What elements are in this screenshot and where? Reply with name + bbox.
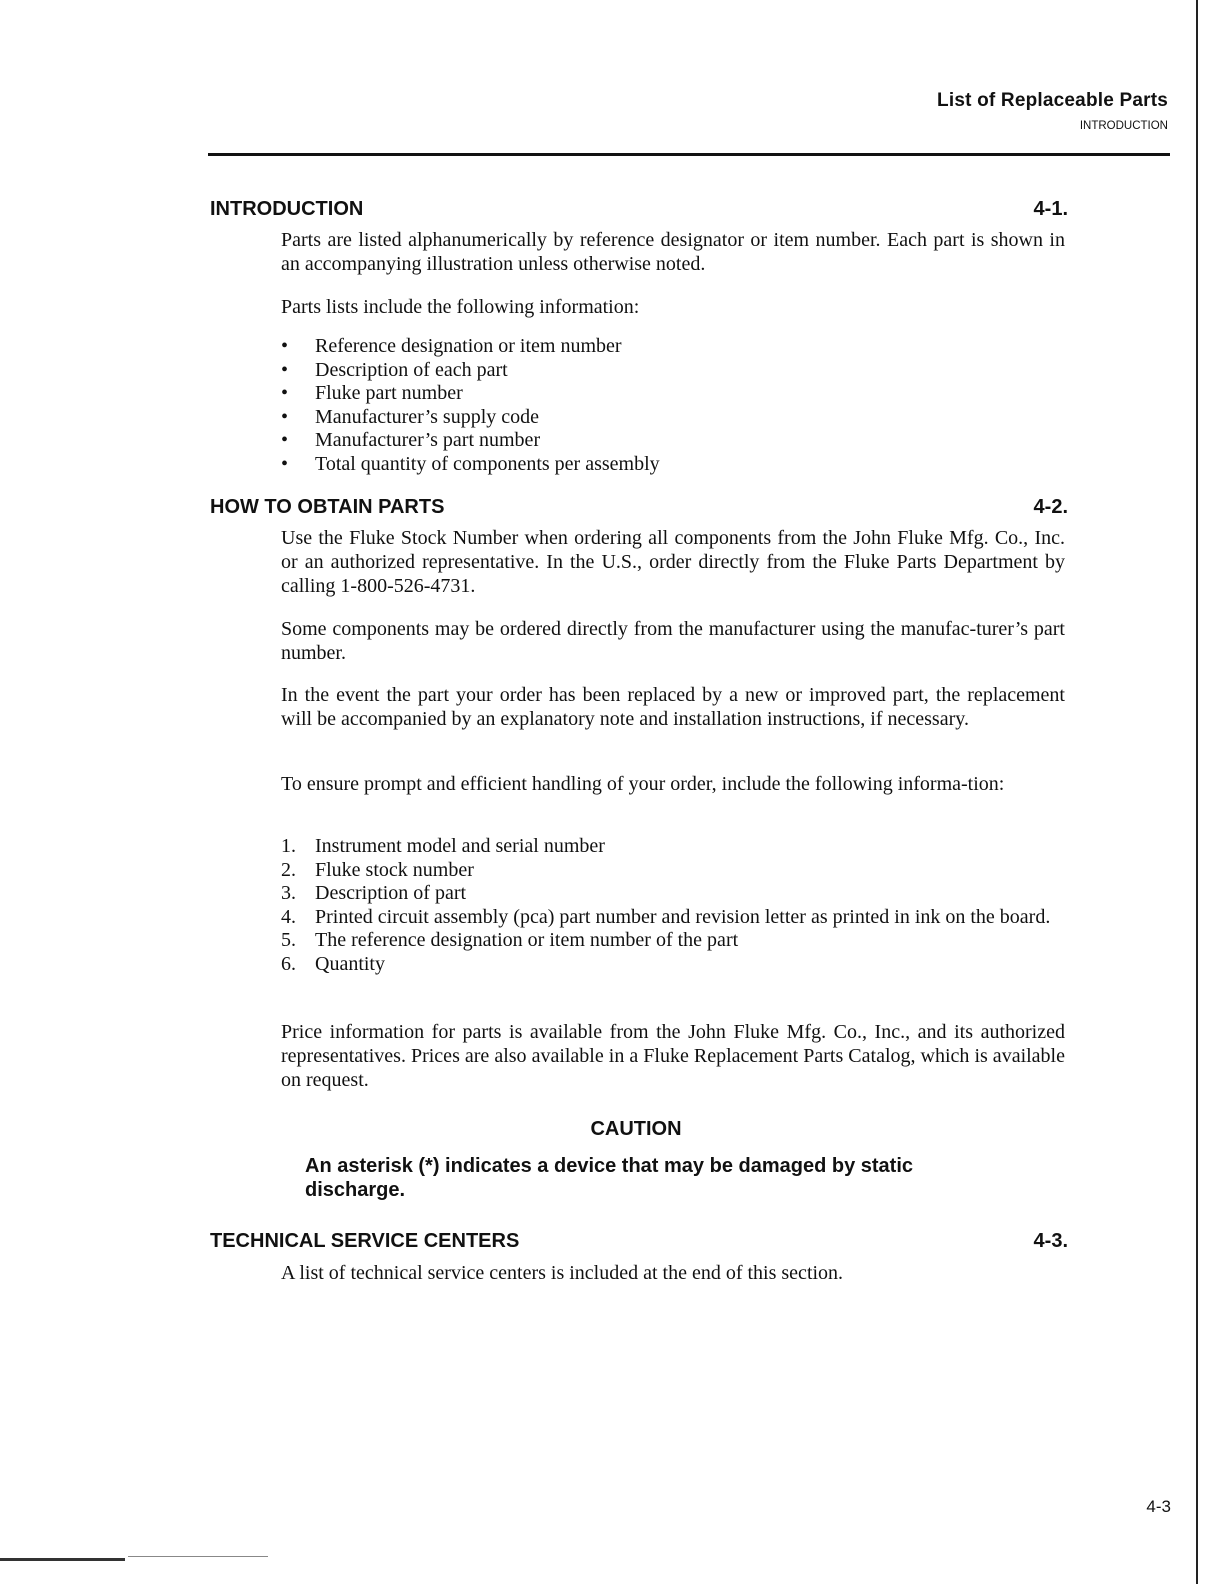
page-edge [1196, 0, 1198, 1584]
caution-text: An asterisk (*) indicates a device that may be damaged by static discharge. [305, 1155, 914, 1201]
list-item-text: Instrument model and serial number [315, 835, 605, 857]
section-number: 4-3. [1033, 1230, 1068, 1252]
bullet-icon: • [281, 358, 289, 381]
list-number: 3. [281, 882, 296, 904]
list-item-text: Fluke stock number [315, 858, 474, 881]
header-rule [208, 153, 1170, 156]
list-item-text: Manufacturer’s supply code [315, 405, 540, 428]
paragraph: Use the Fluke Stock Number when ordering all components from the John Fluke Mfg. Co., Inc. or an authorized representative. In the U.S., order directly from the Fluke Parts Department by calling 1-800-526-4731. [281, 527, 1065, 597]
bullet-icon: • [281, 405, 289, 428]
list-item-text: Manufacturer’s part number [315, 429, 541, 451]
paragraph: Price information for parts is available from the John Fluke Mfg. Co., Inc., and its authorized representatives. Prices are also available in a Fluke Replacement Parts Catalog, which is available on request. [281, 1021, 1065, 1091]
scan-artifact [128, 1556, 268, 1557]
section-title: INTRODUCTION [210, 198, 364, 220]
numbered-list [281, 835, 1065, 976]
list-number: 1. [281, 835, 296, 857]
paragraph: In the event the part your order has been replaced by a new or improved part, the replacement will be accompanied by an explanatory note and installation instructions, if necessary. [281, 684, 1065, 730]
list-item-text: Total quantity of components per assembly [315, 452, 660, 475]
running-header-title: List of Replaceable Parts [937, 90, 1168, 111]
list-item [281, 859, 1065, 883]
bullet-icon: • [281, 452, 289, 475]
list-item [281, 929, 1065, 953]
paragraph: Parts lists include the following information: [281, 296, 640, 318]
list-item-text: Printed circuit assembly (pca) part number and revision letter as printed in ink on the board. [315, 905, 1051, 928]
paragraph: To ensure prompt and efficient handling of your order, include the following informa-tion: [281, 773, 1005, 795]
page-number: 4-3 [1146, 1497, 1171, 1516]
paragraph: Some components may be ordered directly from the manufacturer using the manufac-turer’s part number. [281, 618, 1065, 664]
caution-heading: CAUTION [590, 1118, 682, 1140]
bullet-list [281, 335, 1065, 476]
list-number: 5. [281, 929, 296, 951]
list-item [281, 453, 1065, 477]
bullet-icon: • [281, 429, 289, 451]
list-item [281, 335, 1065, 359]
section-heading-how-to-obtain-parts [210, 496, 1068, 519]
list-item [281, 882, 1065, 906]
list-item-text: Fluke part number [315, 382, 463, 404]
list-number: 2. [281, 858, 296, 881]
scan-artifact [0, 1558, 125, 1561]
list-item [281, 429, 1065, 453]
list-number: 4. [281, 905, 296, 928]
section-heading-introduction [210, 198, 1068, 221]
list-item-text: Quantity [315, 952, 385, 975]
paragraph: A list of technical service centers is included at the end of this section. [281, 1262, 844, 1284]
list-item [281, 835, 1065, 859]
list-item-text: The reference designation or item number of the part [315, 929, 739, 951]
list-number: 6. [281, 952, 296, 975]
section-number: 4-1. [1033, 198, 1068, 220]
section-heading-technical-service-centers [210, 1230, 1068, 1253]
list-item [281, 359, 1065, 383]
running-header-subtitle: INTRODUCTION [1079, 120, 1168, 132]
list-item [281, 406, 1065, 430]
section-title: HOW TO OBTAIN PARTS [210, 496, 445, 518]
list-item-text: Description of part [315, 882, 467, 904]
list-item [281, 906, 1065, 930]
list-item-text: Description of each part [315, 358, 508, 381]
list-item-text: Reference designation or item number [315, 335, 622, 357]
section-title: TECHNICAL SERVICE CENTERS [210, 1230, 520, 1252]
list-item [281, 953, 1065, 977]
bullet-icon: • [281, 382, 289, 404]
section-number: 4-2. [1033, 496, 1068, 518]
bullet-icon: • [281, 335, 289, 357]
paragraph: Parts are listed alphanumerically by reference designator or item number. Each part is shown in an accompanying illustration unless otherwise noted. [281, 229, 1065, 275]
list-item [281, 382, 1065, 406]
